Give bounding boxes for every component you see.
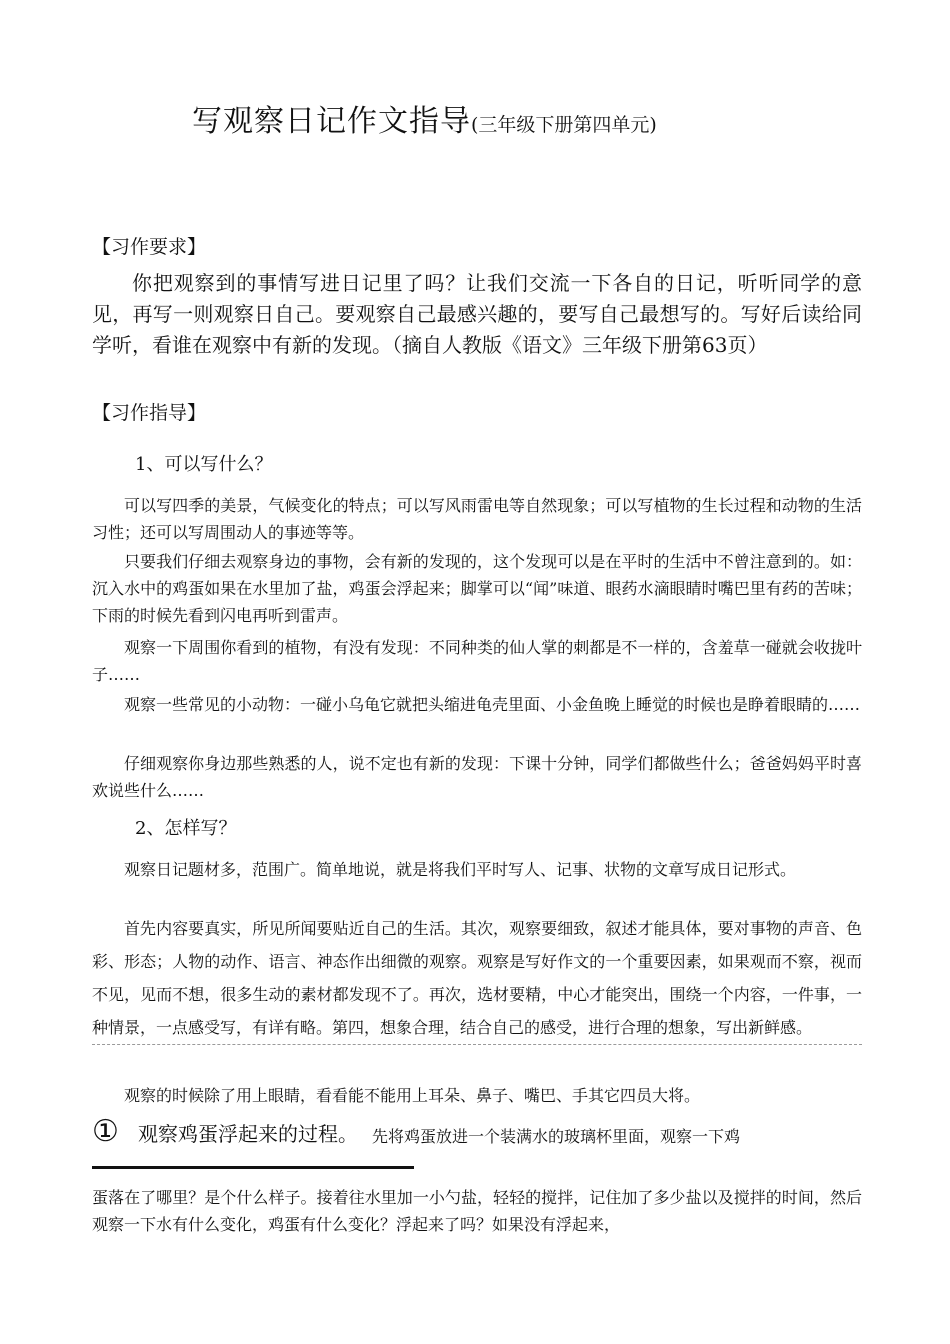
document-title bbox=[192, 96, 657, 140]
title-main: 写观察日记作文指导 bbox=[192, 104, 471, 139]
paragraph-what-4: 观察一些常见的小动物：一碰小乌龟它就把头缩进龟壳里面、小金鱼晚上睡觉的时候也是睁着眼睛的…… bbox=[124, 695, 861, 714]
item-1-text: 先将鸡蛋放进一个装满水的玻璃杯里面，观察一下鸡 bbox=[372, 1127, 741, 1146]
item-1-number: ① bbox=[92, 1114, 119, 1149]
requirements-paragraph: 你把观察到的事情写进日记里了吗？让我们交流一下各自的日记，听听同学的意见，再写一则观察日自己。要观察自己最感兴趣的，要写自己最想写的。写好后读给同学听，看谁在观察中有新的发现。（摘自人教版《语文》三年级下册第63页） bbox=[92, 271, 862, 357]
section-heading-requirements: 【习作要求】 bbox=[92, 236, 207, 258]
paragraph-egg-experiment: 蛋落在了哪里？是个什么样子。接着往水里加一小勺盐，轻轻的搅拌，记住加了多少盐以及搅拌的时间，然后观察一下水有什么变化，鸡蛋有什么变化？浮起来了吗？如果没有浮起来， bbox=[92, 1188, 862, 1234]
title-subtitle: (三年级下册第四单元) bbox=[471, 114, 657, 136]
paragraph-what-2: 只要我们仔细去观察身边的事物，会有新的发现的，这个发现可以是在平时的生活中不曾注意到的。如：沉入水中的鸡蛋如果在水里加了盐，鸡蛋会浮起来；脚掌可以“闻”味道、眼药水滴眼睛时嘴巴里有药的苦味；下雨的时候先看到闪电再听到雷声。 bbox=[92, 552, 862, 625]
question-2-heading: 2、怎样写？ bbox=[135, 818, 237, 839]
paragraph-what-3: 观察一下周围你看到的植物，有没有发现：不同种类的仙人掌的刺都是不一样的，含羞草一碰就会收拢叶子…… bbox=[92, 638, 862, 684]
paragraph-how-1: 观察日记题材多，范围广。简单地说，就是将我们平时写人、记事、状物的文章写成日记形式。 bbox=[124, 860, 797, 879]
question-1-heading: 1、可以写什么？ bbox=[135, 454, 273, 475]
item-1-underline bbox=[92, 1166, 414, 1169]
paragraph-how-2: 首先内容要真实，所见所闻要贴近自己的生活。其次，观察要细致，叙述才能具体，要对事物的声音、色彩、形态；人物的动作、语言、神态作出细微的观察。观察是写好作文的一个重要因素，如果观而不察，视而不见，见而不想，很多生动的素材都发现不了。再次，选材要精，中心才能突出，围绕一个内容，一件事，一种情景，一点感受写，有详有略。第四，想象合理，结合自己的感受，进行合理的想象，写出新鲜感。 bbox=[92, 912, 862, 1045]
paragraph-what-1: 可以写四季的美景，气候变化的特点；可以写风雨雷电等自然现象；可以写植物的生长过程和动物的生活习性；还可以写周围动人的事迹等等。 bbox=[92, 496, 862, 542]
section-heading-guidance: 【习作指导】 bbox=[92, 402, 207, 424]
item-1-title: 观察鸡蛋浮起来的过程。 bbox=[138, 1122, 358, 1146]
paragraph-what-5: 仔细观察你身边那些熟悉的人，说不定也有新的发现：下课十分钟，同学们都做些什么；爸爸妈妈平时喜欢说些什么…… bbox=[92, 754, 862, 800]
paragraph-how-3: 观察的时候除了用上眼睛，看看能不能用上耳朵、鼻子、嘴巴、手其它四员大将。 bbox=[124, 1086, 701, 1105]
